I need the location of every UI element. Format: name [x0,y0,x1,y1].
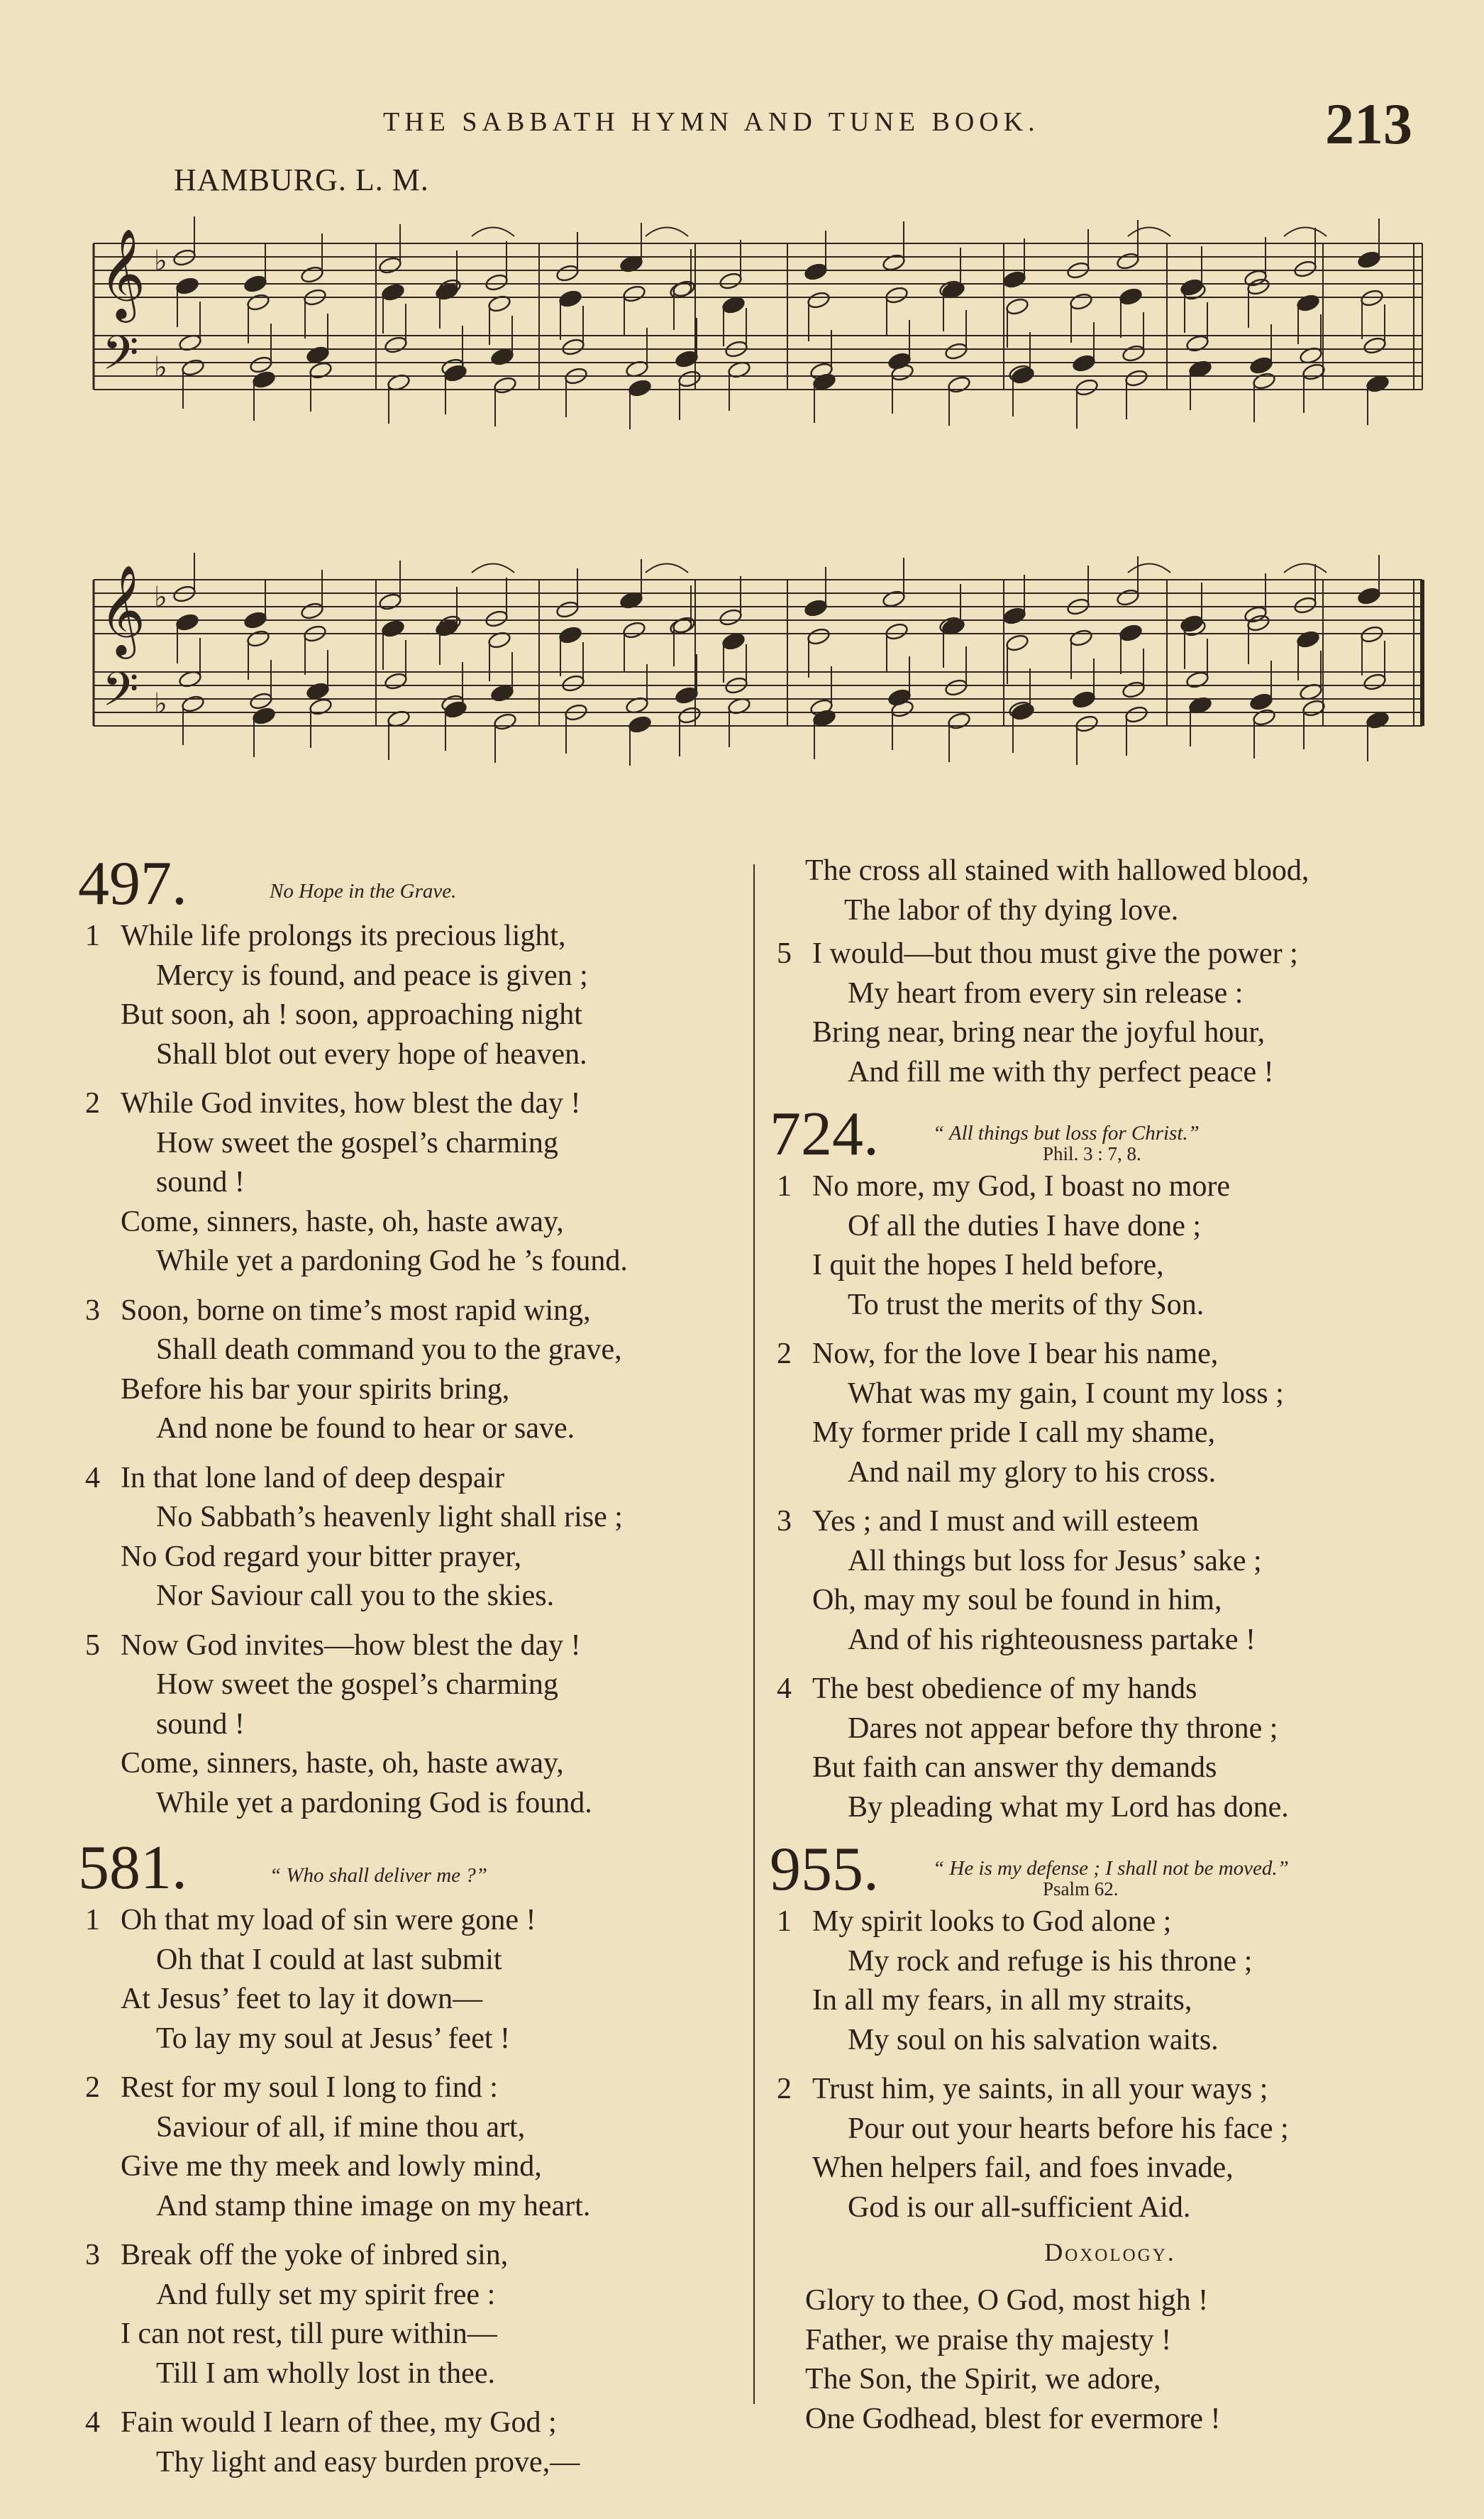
line-text: Oh that my load of sin were gone ! [121,1904,536,1936]
line-text: My heart from every sin release : [848,976,1244,1010]
hymn-heading [770,1102,1436,1167]
line-text: Pour out your hearts before his face ; [848,2112,1289,2145]
line-text: My soul on his salvation waits. [848,2023,1219,2056]
verse-number: 3 [85,1294,100,1327]
line-text: No Sabbath’s heavenly light shall rise ; [156,1501,623,1533]
hymn-line [770,1053,1436,1093]
hymn-line [78,2236,745,2276]
hymn-line [770,2070,1436,2110]
hymn-line [78,1980,745,2019]
line-text: Now God invites—how blest the day ! [121,1628,581,1662]
line-text: How sweet the gospel’s charming [156,1668,558,1701]
hymn-line [78,2019,745,2059]
hymn-line [770,1788,1436,1828]
line-text: Break off the yoke of inbred sin, [121,2239,509,2271]
hymn-line [78,1705,745,1745]
line-text: While yet a pardoning God is found. [156,1786,592,1819]
hymn-line [78,1459,745,1499]
svg-text:♭: ♭ [154,688,167,720]
stanza [770,2070,1436,2227]
verse-number: 2 [777,1338,792,1370]
stanza [770,1670,1436,1827]
hymn-line [78,1409,745,1449]
hymn-line [78,1784,745,1824]
left-column [78,851,745,2492]
line-text: What was my gain, I count my loss ; [848,1377,1284,1410]
hymn-heading [78,851,745,917]
line-text: But faith can answer thy demands [812,1751,1217,1784]
line-text: I can not rest, till pure within— [121,2317,497,2350]
stanza [78,2068,745,2226]
hymn-title: No Hope in the Grave. [270,880,457,903]
line-text: My rock and refuge is his throne ; [848,1944,1253,1978]
line-text: Yes ; and I must and will esteem [812,1505,1200,1538]
line-text: And fully set my spirit free : [156,2278,496,2311]
hymn-line [770,1453,1436,1493]
hymn-line [78,1124,745,1164]
hymn-number: 955. [770,1835,879,1904]
hymn-line [770,1286,1436,1325]
column-divider [753,864,755,2404]
line-text: In all my fears, in all my straits, [812,1984,1192,2017]
svg-text:♭: ♭ [154,581,167,614]
line-text: While yet a pardoning God he ’s found. [156,1245,628,1277]
hymn-title: “ Who shall deliver me ?” [270,1864,487,1887]
line-text: Bring near, bring near the joyful hour, [812,1016,1266,1049]
hymn-line [770,1981,1436,2021]
line-text: And fill me with thy perfect peace ! [848,1055,1274,1088]
line-text: Oh, may my soul be found in him, [812,1584,1222,1616]
hymn-line [78,1665,745,1705]
stanza [78,1291,745,1449]
stanza [770,1502,1436,1660]
music-score [78,209,1429,844]
hymn-line [78,1084,745,1124]
hymn-line [78,2403,745,2443]
line-text: When helpers fail, and foes invade, [812,2151,1234,2184]
line-text: sound ! [156,1166,245,1198]
hymn-number: 724. [770,1100,879,1169]
verse-number: 1 [777,1905,792,1938]
line-text: No God regard your bitter prayer, [121,1540,522,1573]
svg-text:♭: ♭ [154,245,167,277]
hymn-heading [78,1836,745,1901]
hymn-line [770,974,1436,1014]
doxology-line: One Godhead, blest for evermore ! [805,2402,1221,2435]
stanza [770,1335,1436,1492]
line-text: All things but loss for Jesus’ sake ; [848,1544,1262,1577]
verse-number: 1 [777,1170,792,1203]
line-text: But soon, ah ! soon, approaching night [121,998,582,1031]
hymn-line [78,1941,745,1980]
stanza [78,2403,745,2482]
line-text: Now, for the love I bear his name, [812,1338,1219,1370]
hymn-title: “ He is my defense ; I shall not be moved.” [933,1857,1289,1880]
hymn-line [78,1163,745,1203]
line-text: And of his righteousness partake ! [848,1623,1256,1656]
doxology-line: Father, we praise thy majesty ! [805,2323,1172,2357]
hymn-line [78,1035,745,1075]
line-text: I quit the hopes I held before, [812,1249,1164,1281]
hymn-line [770,2149,1436,2188]
hymn-line [770,935,1436,974]
line-text: God is our all-sufficient Aid. [848,2190,1191,2224]
line-text: Before his bar your spirits bring, [121,1372,510,1406]
hymn-line [770,1709,1436,1749]
hymn-line [770,1413,1436,1453]
verse-number: 1 [85,1904,100,1936]
hymn-line [770,1670,1436,1709]
line-text: While God invites, how blest the day ! [121,1087,581,1120]
stanza [78,1901,745,2058]
line-text: Rest for my soul I long to find : [121,2071,498,2104]
stanza [78,1084,745,1281]
hymn-line [770,1942,1436,1982]
hymn-line [770,1207,1436,1247]
hymn-line [78,2276,745,2315]
line-text: Saviour of all, if mine thou art, [156,2110,526,2144]
page-header [0,84,1484,155]
hymn-line [78,1291,745,1331]
hymn-line [770,1502,1436,1542]
right-column [770,851,1436,2439]
stanza [78,1626,745,1824]
line-text: Oh that I could at last submit [156,1943,502,1976]
line-text: While life prolongs its precious light, [121,920,566,952]
line-text: Shall blot out every hope of heaven. [156,1037,587,1071]
hymn-line [78,1626,745,1666]
stanza [770,1902,1436,2060]
hymn-line [770,1902,1436,1942]
doxology-line: The Son, the Spirit, we adore, [805,2363,1161,2396]
continued-line: The cross all stained with hallowed blood, [805,854,1309,887]
doxology-title: Doxology. [1044,2238,1176,2266]
doxology-line: Glory to thee, O God, most high ! [805,2284,1209,2317]
stanza [78,1459,745,1616]
line-text: By pleading what my Lord has done. [848,1790,1289,1824]
hymn-line [770,1013,1436,1053]
hymn-line [78,2068,745,2108]
hymn-line [770,1374,1436,1414]
line-text: No more, my God, I boast no more [812,1170,1231,1203]
verse-number: 3 [85,2239,100,2271]
line-text: My spirit looks to God alone ; [812,1905,1172,1938]
hymn-line [78,1330,745,1370]
hymn-line [770,1542,1436,1582]
hymn-line [770,2188,1436,2228]
line-text: Dares not appear before thy throne ; [848,1712,1278,1745]
hymn-line [78,2187,745,2227]
verse-number: 1 [85,920,100,952]
hymn-number: 497. [78,849,187,918]
line-text: Come, sinners, haste, oh, haste away, [121,1747,564,1780]
hymn-line [770,1621,1436,1660]
verse-number: 4 [85,1461,100,1494]
hymn-line [770,1581,1436,1621]
line-text: Till I am wholly lost in thee. [156,2357,495,2390]
svg-text:𝄢: 𝄢 [102,326,139,392]
line-text: Fain would I learn of thee, my God ; [121,2406,557,2439]
line-text: Of all the duties I have done ; [848,1209,1202,1242]
line-text: And stamp thine image on my heart. [156,2189,591,2222]
verse-number: 4 [85,2406,100,2439]
verse-number: 4 [777,1672,792,1705]
hymn-line [78,2354,745,2394]
line-text: At Jesus’ feet to lay it down— [121,1983,483,2015]
hymn-line [78,917,745,957]
tune-title: HAMBURG. L. M. [174,162,429,197]
verse-number: 3 [777,1505,792,1538]
hymn-title: “ All things but loss for Christ.” [933,1122,1200,1145]
verse-number: 2 [777,2073,792,2105]
hymn-line [78,1498,745,1538]
svg-text:𝄢: 𝄢 [102,662,139,728]
hymn-line [78,1538,745,1577]
stanza [770,1167,1436,1325]
hymn-line [78,2147,745,2187]
hymn-line [78,1242,745,1281]
line-text: Shall death command you to the grave, [156,1333,622,1366]
svg-text:♭: ♭ [154,351,167,384]
hymn-line [78,957,745,996]
line-text: Trust him, ye saints, in all your ways ; [812,2073,1268,2105]
verse-number: 5 [85,1628,100,1662]
line-text: Come, sinners, haste, oh, haste away, [121,1205,564,1238]
hymn-number: 581. [78,1834,187,1902]
hymn-line [770,1167,1436,1207]
score-staves [78,209,1429,844]
hymn-line [770,1748,1436,1788]
svg-text:𝄞: 𝄞 [99,228,146,319]
hymn-line [78,1744,745,1784]
line-text: Nor Saviour call you to the skies. [156,1580,555,1612]
page-number: 213 [1325,92,1412,156]
stanza [78,2236,745,2393]
hymn-line [78,996,745,1035]
line-text: Give me thy meek and lowly mind, [121,2150,542,2183]
stanza [78,917,745,1074]
continued-line: The labor of thy dying love. [844,893,1179,927]
hymn-line [78,1901,745,1941]
line-text: Mercy is found, and peace is given ; [156,959,588,992]
hymn-line [78,2443,745,2483]
line-text: Soon, borne on time’s most rapid wing, [121,1294,591,1327]
verse-number: 5 [777,937,792,970]
verse-number: 2 [85,2071,100,2104]
line-text: And nail my glory to his cross. [848,1455,1217,1489]
scripture-reference: Psalm 62. [1043,1878,1119,1900]
line-text: Thy light and easy burden prove,— [156,2445,580,2479]
line-text: How sweet the gospel’s charming [156,1126,558,1159]
line-text: The best obedience of my hands [812,1672,1197,1705]
hymn-line [770,2110,1436,2149]
hymn-line [78,2108,745,2148]
hymn-line [770,1246,1436,1286]
line-text: To lay my soul at Jesus’ feet ! [156,2022,510,2055]
line-text: My former pride I call my shame, [812,1416,1215,1449]
stanza [770,935,1436,1092]
hymn-line [78,1370,745,1410]
line-text: In that lone land of deep despair [121,1461,505,1494]
scripture-reference: Phil. 3 : 7, 8. [1043,1143,1141,1164]
line-text: And none be found to hear or save. [156,1412,575,1445]
line-text: To trust the merits of thy Son. [848,1288,1205,1321]
svg-text:𝄞: 𝄞 [99,564,146,655]
line-text: sound ! [156,1707,245,1741]
hymn-line [78,2315,745,2354]
hymn-line [770,1335,1436,1374]
hymn-line [78,1577,745,1616]
hymn-heading [770,1837,1436,1902]
line-text: I would—but thou must give the power ; [812,937,1298,970]
hymn-line [78,1203,745,1242]
hymn-line [770,2021,1436,2061]
running-head: THE SABBATH HYMN AND TUNE BOOK. [383,107,1040,137]
verse-number: 2 [85,1087,100,1120]
